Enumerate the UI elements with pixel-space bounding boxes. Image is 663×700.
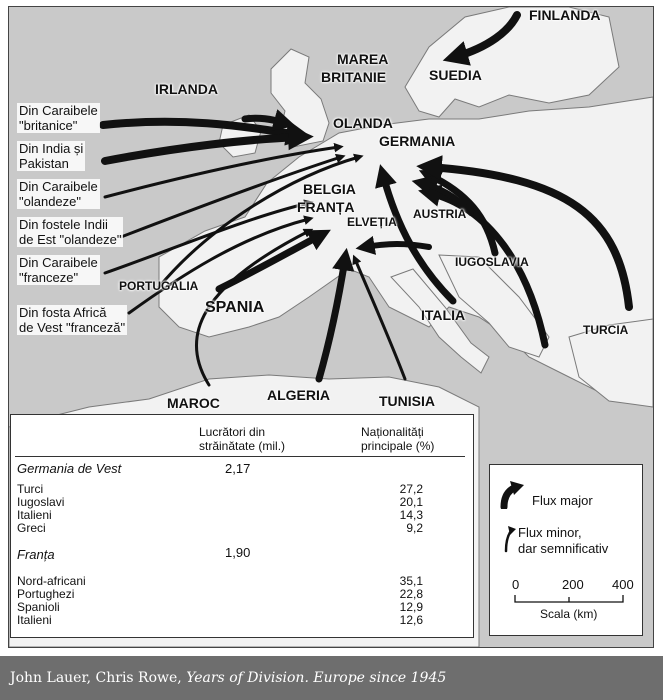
row-label: Turci xyxy=(17,482,44,496)
row-label: Nord-africani xyxy=(17,574,86,588)
origin-french-caribbean: Din Caraibele "franceze" xyxy=(19,255,98,285)
label-algeria: ALGERIA xyxy=(267,387,330,403)
foreign-workers-table xyxy=(10,414,474,638)
total-france: 1,90 xyxy=(225,545,251,560)
group-germany: Germania de Vest xyxy=(17,461,122,476)
caption-bar xyxy=(0,656,663,700)
label-franta: FRANȚA xyxy=(297,199,355,215)
row-label: Spanioli xyxy=(17,600,60,614)
flow-italy-france xyxy=(365,244,429,247)
total-germany: 2,17 xyxy=(225,461,251,476)
scale-bar xyxy=(514,593,626,605)
row-pct: 22,8 xyxy=(399,587,423,601)
row-label: Italieni xyxy=(17,508,52,522)
label-austria: AUSTRIA xyxy=(413,207,467,221)
label-elvetia: ELVEȚIA xyxy=(347,215,397,229)
label-maroc: MAROC xyxy=(167,395,220,411)
row-pct: 35,1 xyxy=(399,574,423,588)
label-tunisia: TUNISIA xyxy=(379,393,435,409)
row-pct: 9,2 xyxy=(406,521,423,535)
label-marea: MAREA xyxy=(337,51,389,67)
row-pct: 12,6 xyxy=(399,613,423,627)
rows-germany xyxy=(17,483,64,535)
row-pct: 27,2 xyxy=(399,482,423,496)
caption-authors: John Lauer, Chris Rowe, xyxy=(10,670,187,686)
minor-flow-arrow-icon xyxy=(500,523,520,553)
caption-title: Years of Division. Europe since 1945 xyxy=(186,670,447,686)
row-pct: 14,3 xyxy=(399,508,423,522)
origin-french-west-africa: Din fosta Africă de Vest "franceză" xyxy=(19,305,126,335)
label-olanda: OLANDA xyxy=(333,115,393,131)
label-turcia: TURCIA xyxy=(583,323,629,337)
source-caption xyxy=(10,670,446,686)
label-iugoslavia: IUGOSLAVIA xyxy=(455,255,529,269)
label-britanie: BRITANIE xyxy=(321,69,387,85)
row-label: Iugoslavi xyxy=(17,495,65,509)
origin-dutch-caribbean: Din Caraibele "olandeze" xyxy=(19,179,98,209)
origin-british-caribbean: Din Caraibele "britanice" xyxy=(19,103,98,133)
row-label: Italieni xyxy=(17,613,52,627)
label-belgia: BELGIA xyxy=(303,181,356,197)
label-italia: ITALIA xyxy=(421,307,466,323)
legend-major-label: Flux major xyxy=(532,493,593,508)
group-france: Franța xyxy=(17,547,55,562)
table-divider xyxy=(15,456,465,457)
rows-france xyxy=(17,575,86,627)
pct-france xyxy=(383,575,423,627)
pct-germany xyxy=(383,483,423,535)
col-header-nationalities: Naționalități principale (%) xyxy=(361,425,435,453)
label-germania: GERMANIA xyxy=(379,133,456,149)
row-label: Greci xyxy=(17,521,46,535)
label-irlanda: IRLANDA xyxy=(155,81,218,97)
scale-tick-0: 0 xyxy=(512,577,520,592)
label-suedia: SUEDIA xyxy=(429,67,482,83)
origin-dutch-east-indies: Din fostele Indii de Est "olandeze" xyxy=(19,217,122,247)
row-label: Portughezi xyxy=(17,587,75,601)
map-legend xyxy=(489,464,643,636)
scale-label: Scala (km) xyxy=(540,607,598,621)
major-flow-arrow-icon xyxy=(498,479,526,509)
scale-tick-400: 400 xyxy=(612,577,634,592)
origin-india-pakistan: Din India și Pakistan xyxy=(19,141,84,171)
label-spania: SPANIA xyxy=(205,299,265,316)
row-pct: 12,9 xyxy=(399,600,423,614)
row-pct: 20,1 xyxy=(399,495,423,509)
col-header-workers: Lucrători din străinătate (mil.) xyxy=(199,425,286,453)
scale-tick-200: 200 xyxy=(562,577,584,592)
label-portugalia: PORTUGALIA xyxy=(119,279,199,293)
label-finlanda: FINLANDA xyxy=(529,7,601,23)
legend-minor-label: Flux minor, dar semnificativ xyxy=(518,525,609,556)
